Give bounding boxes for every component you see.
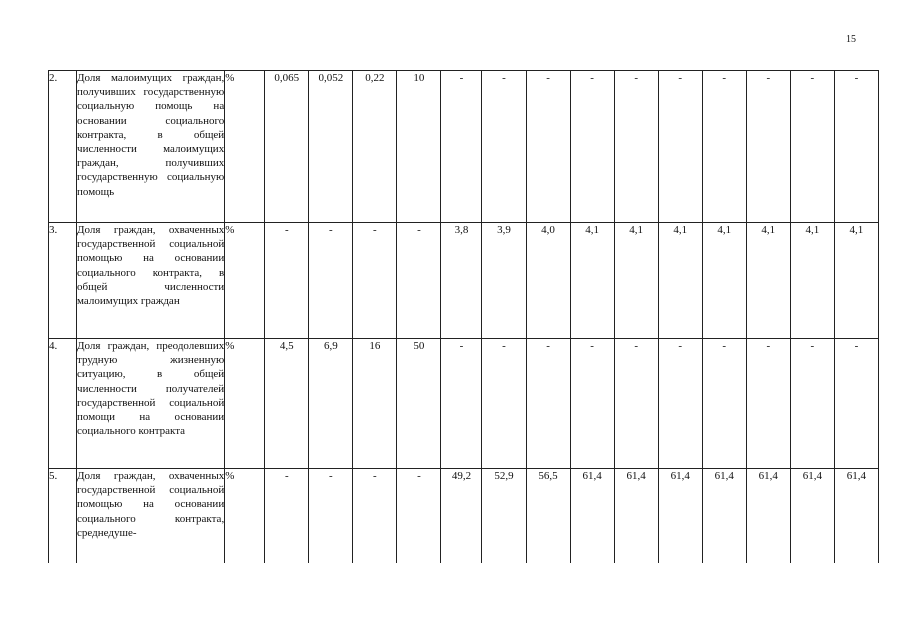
- value-cell: 61,4: [614, 469, 658, 564]
- value-cell: -: [265, 223, 309, 339]
- value-cell: 49,2: [441, 469, 482, 564]
- value-cell: -: [353, 223, 397, 339]
- value-cell: -: [834, 71, 878, 223]
- value-cell: -: [790, 71, 834, 223]
- row-number: 5.: [49, 469, 77, 564]
- value-cell: -: [702, 71, 746, 223]
- value-cell: -: [397, 469, 441, 564]
- table-row: [49, 469, 879, 564]
- indicator-description: Доля граждан, охваченных государственной социальной помощью на основании социального контракта, среднедуше-: [77, 469, 225, 564]
- value-cell: 3,9: [482, 223, 526, 339]
- value-cell: 61,4: [834, 469, 878, 564]
- value-cell: 4,1: [658, 223, 702, 339]
- value-cell: 61,4: [790, 469, 834, 564]
- value-cell: 56,5: [526, 469, 570, 564]
- value-cell: 50: [397, 339, 441, 469]
- value-cell: 61,4: [658, 469, 702, 564]
- unit-cell: %: [225, 223, 265, 339]
- row-number: 4.: [49, 339, 77, 469]
- value-cell: -: [482, 339, 526, 469]
- value-cell: -: [570, 71, 614, 223]
- indicators-table: [48, 70, 879, 563]
- value-cell: 61,4: [570, 469, 614, 564]
- value-cell: -: [746, 71, 790, 223]
- value-cell: 4,1: [702, 223, 746, 339]
- value-cell: 4,0: [526, 223, 570, 339]
- value-cell: 4,1: [834, 223, 878, 339]
- value-cell: 16: [353, 339, 397, 469]
- row-number: 2.: [49, 71, 77, 223]
- value-cell: 0,065: [265, 71, 309, 223]
- value-cell: -: [658, 339, 702, 469]
- value-cell: -: [614, 71, 658, 223]
- indicator-description: Доля малоимущих граждан, получивших государственную социальную помощь на основании социального контракта, в общей численности малоимущих граждан, получивших государственную социальную помощь: [77, 71, 225, 223]
- value-cell: -: [441, 71, 482, 223]
- value-cell: -: [702, 339, 746, 469]
- value-cell: -: [309, 469, 353, 564]
- value-cell: 4,1: [746, 223, 790, 339]
- row-number: 3.: [49, 223, 77, 339]
- value-cell: -: [309, 223, 353, 339]
- value-cell: 4,1: [614, 223, 658, 339]
- table-row: [49, 223, 879, 339]
- value-cell: 61,4: [702, 469, 746, 564]
- indicator-description: Доля граждан, охваченных государственной социальной помощью на основании социального контракта, в общей численности малоимущих граждан: [77, 223, 225, 339]
- value-cell: -: [482, 71, 526, 223]
- table-row: [49, 71, 879, 223]
- page-number: 15: [846, 34, 856, 45]
- value-cell: 6,9: [309, 339, 353, 469]
- value-cell: 4,1: [790, 223, 834, 339]
- value-cell: -: [526, 339, 570, 469]
- unit-cell: %: [225, 469, 265, 564]
- value-cell: 4,1: [570, 223, 614, 339]
- indicator-description: Доля граждан, преодолевших трудную жизненную ситуацию, в общей численности получателей государственной социальной помощи на основании социального контракта: [77, 339, 225, 469]
- table-row: [49, 339, 879, 469]
- value-cell: -: [746, 339, 790, 469]
- value-cell: -: [397, 223, 441, 339]
- value-cell: -: [441, 339, 482, 469]
- value-cell: -: [614, 339, 658, 469]
- value-cell: -: [790, 339, 834, 469]
- value-cell: -: [834, 339, 878, 469]
- value-cell: -: [353, 469, 397, 564]
- value-cell: -: [265, 469, 309, 564]
- value-cell: 3,8: [441, 223, 482, 339]
- value-cell: 61,4: [746, 469, 790, 564]
- value-cell: 52,9: [482, 469, 526, 564]
- value-cell: -: [570, 339, 614, 469]
- value-cell: 10: [397, 71, 441, 223]
- value-cell: 0,052: [309, 71, 353, 223]
- value-cell: 4,5: [265, 339, 309, 469]
- unit-cell: %: [225, 71, 265, 223]
- unit-cell: %: [225, 339, 265, 469]
- value-cell: -: [526, 71, 570, 223]
- value-cell: 0,22: [353, 71, 397, 223]
- value-cell: -: [658, 71, 702, 223]
